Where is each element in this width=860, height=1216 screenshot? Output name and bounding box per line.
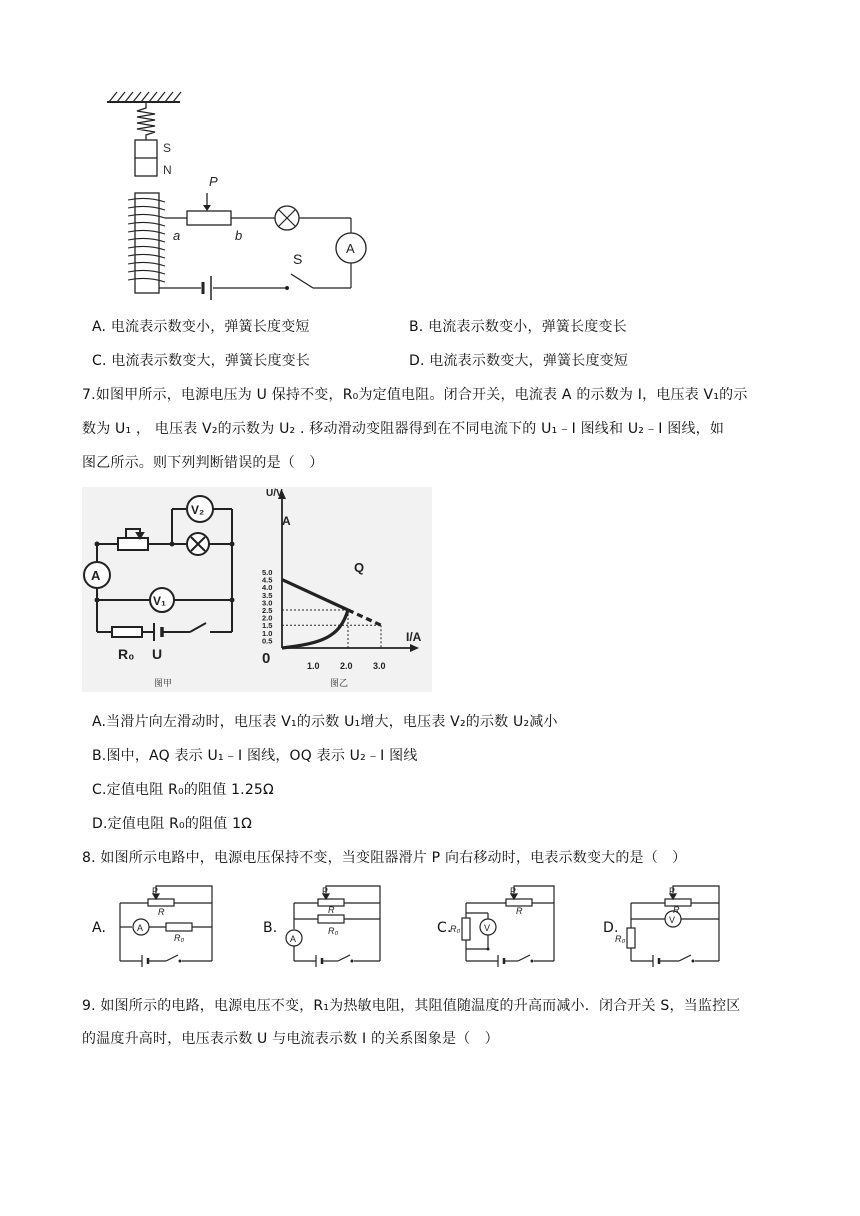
q8a-ammeter-label: A xyxy=(137,923,144,933)
y-tick-label: 3.0 xyxy=(262,598,273,608)
q7-option-b[interactable]: B.图中，AQ 表示 U₁﹣I 图线，OQ 表示 U₂﹣I 图线 xyxy=(92,748,418,764)
q8-circuit-d xyxy=(615,883,728,969)
q8d-voltmeter-label: V xyxy=(669,915,676,925)
y-tick-label: 5.0 xyxy=(262,568,273,577)
x-tick-label: 2.0 xyxy=(340,661,353,671)
y-tick-label: 1.0 xyxy=(262,628,273,638)
q8b-ammeter-label: A xyxy=(290,934,297,944)
q6-option-c[interactable]: C. 电流表示数变大，弹簧长度变长 xyxy=(92,353,311,369)
q7-figure xyxy=(82,487,432,692)
q8b-p-label: P xyxy=(322,886,329,896)
q7-y-axis-label: U/V xyxy=(266,488,283,499)
q8a-r-label: R xyxy=(158,907,165,917)
q7-fig-left-caption: 图甲 xyxy=(154,678,173,688)
q6-option-b[interactable]: B. 电流表示数变小，弹簧长度变长 xyxy=(409,319,627,335)
q6-figure xyxy=(95,88,395,303)
x-tick-label: 3.0 xyxy=(373,661,386,671)
y-tick-label: 0.5 xyxy=(262,636,273,646)
q7-option-c[interactable]: C.定值电阻 R₀的阻值 1.25Ω xyxy=(92,782,274,798)
q8d-p-label: P xyxy=(669,886,676,896)
q8d-r-label: R xyxy=(673,905,680,915)
graph-curve xyxy=(282,580,348,610)
q7-option-d[interactable]: D.定值电阻 R₀的阻值 1Ω xyxy=(92,816,253,832)
switch-s-label: S xyxy=(293,251,303,267)
q8-stem: 8. 如图所示电路中，电源电压保持不变，当变阻器滑片 P 向右移动时，电表示数变大的是（ ） xyxy=(82,850,687,866)
y-tick-label: 4.0 xyxy=(262,583,273,593)
magnet-n-label: N xyxy=(163,163,172,177)
q9-stem-line1: 9. 如图所示的电路，电源电压不变，R₁为热敏电阻，其阻值随温度的升高而减小．闭合开关 S，当监控区 xyxy=(82,998,741,1014)
q6-option-a[interactable]: A. 电流表示数变小，弹簧长度变短 xyxy=(92,319,310,335)
q7-stem-line2: 数为 U₁ ， 电压表 V₂的示数为 U₂ . 移动滑动变阻器得到在不同电流下的 U₁﹣I 图线和 U₂﹣I 图线，如 xyxy=(82,421,725,437)
q8-option-d-label[interactable]: D. xyxy=(603,920,619,936)
slider-p-label: P xyxy=(209,174,218,189)
y-tick-label: 3.5 xyxy=(262,590,273,600)
x-tick-label: 1.0 xyxy=(307,661,320,671)
q7-fig-right-caption: 图乙 xyxy=(330,678,349,688)
q7-point-a-label: A xyxy=(282,514,291,528)
q8-option-a-label[interactable]: A. xyxy=(92,920,107,936)
q7-x-axis-label: I/A xyxy=(406,630,422,644)
q8b-r0-label: R₀ xyxy=(328,926,339,936)
q8a-p-label: P xyxy=(152,886,159,896)
q7-ui-graph xyxy=(250,487,432,692)
magnet-s-label: S xyxy=(163,141,172,155)
q8-circuit-b xyxy=(284,883,389,969)
q7-v1-label: V₁ xyxy=(153,594,166,608)
q8a-r0-label: R₀ xyxy=(174,933,185,943)
y-tick-label: 4.5 xyxy=(262,575,273,585)
end-b-label: b xyxy=(235,228,243,243)
q9-stem-line2: 的温度升高时，电压表示数 U 与电流表示数 I 的关系图象是（ ） xyxy=(82,1031,499,1047)
q7-stem-line3: 图乙所示。则下列判断错误的是（ ） xyxy=(82,455,324,471)
q7-option-a[interactable]: A.当滑片向左滑动时，电压表 V₁的示数 U₁增大，电压表 V₂的示数 U₂减小 xyxy=(92,714,558,730)
q8-option-c-label[interactable]: C. xyxy=(437,920,452,936)
q7-circuit-diagram xyxy=(82,487,247,692)
q8-circuit-c xyxy=(450,883,563,969)
q7-point-q-label: Q xyxy=(354,560,365,575)
graph-curve xyxy=(348,610,381,625)
y-tick-label: 2.5 xyxy=(262,606,273,615)
q7-u-label: U xyxy=(152,646,163,662)
q7-origin-label: 0 xyxy=(262,650,271,667)
end-a-label: a xyxy=(173,228,181,243)
q8b-r-label: R xyxy=(328,905,335,915)
y-tick-label: 2.0 xyxy=(262,613,273,623)
q8d-r0-label: R₀ xyxy=(615,934,626,944)
q6-option-d[interactable]: D. 电流表示数变大，弹簧长度变短 xyxy=(409,353,629,369)
q7-stem-line1: 7.如图甲所示，电源电压为 U 保持不变，R₀为定值电阻。闭合开关，电流表 A 的示数为 I，电压表 V₁的示 xyxy=(82,387,748,403)
q8c-r-label: R xyxy=(516,906,523,916)
q8-option-b-label[interactable]: B. xyxy=(263,920,278,936)
y-tick-label: 1.5 xyxy=(262,621,273,631)
q7-r0-label: R₀ xyxy=(118,646,135,662)
q8-circuit-a xyxy=(114,883,219,969)
q7-v2-label: V₂ xyxy=(191,503,205,517)
q8c-p-label: P xyxy=(510,886,517,896)
q8c-voltmeter-label: V xyxy=(484,923,491,933)
q7-ammeter-label: A xyxy=(91,568,101,583)
graph-curve xyxy=(282,610,348,648)
q8c-r0-label: R₀ xyxy=(450,924,461,934)
ammeter-label: A xyxy=(346,241,355,256)
